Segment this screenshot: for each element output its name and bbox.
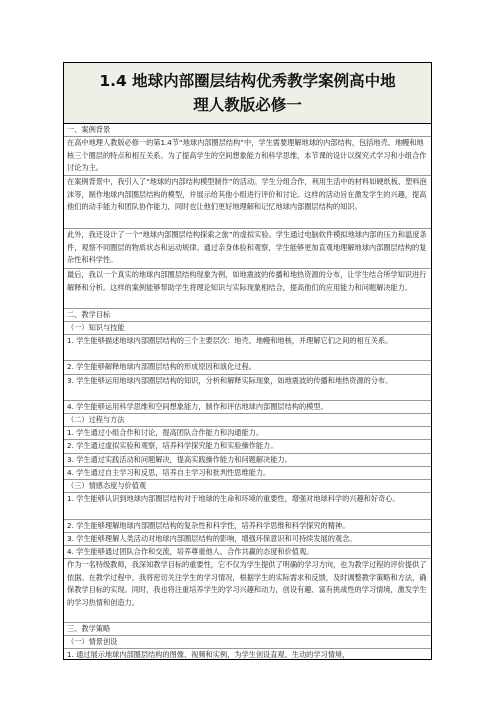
goal-knowledge-3: 3. 学生能够运用地球内部圈层结构的知识，分析和解释实际现象，如地震波的传播和地热资源的分布。 [64,374,431,400]
section-heading-background: 一、案例背景 [67,125,111,134]
goal-attitude-3: 3. 学生能够理解人类活动对地球内部圈层结构的影响，增强环保意识和可持续发展的观念。 [64,532,431,545]
goal-knowledge-4: 4. 学生能够运用科学思维和空间想象能力，制作和评估地球内部圈层结构的模型。 [64,400,431,413]
paragraph-teacher-reflection: 作为一名特级教师，我深知教学目标的重要性，它不仅为学生提供了明确的学习方向，也为教学过程的评价提供了依据。在教学过程中，我将密切关注学生的学习情况，根据学生的实际需求和反馈，及时调整教学策略和方法，确保教学目标的实现。同时，我也将注重培养学生的学习兴趣和动力，创设有趣、富有挑战性的学习情境，激发学生的学习热情和创造力。 [64,558,431,622]
document-table [63,62,432,660]
title-line-1: 1.4 地球内部圈层结构优秀教学案例高中地 [99,72,396,90]
goal-process-4: 4. 学生通过自主学习和反思，培养自主学习和批判性思维能力。 [64,466,431,479]
paragraph-real-case: 最后，我以一个真实的地球内部圈层结构现象为例，如地震波的传播和地热资源的分布，让学生结合所学知识进行解释和分析。这样的案例能够帮助学生将理论知识与实际现象相结合，提高他们的应用能力和问题解决能力。 [64,268,431,308]
title-cell [64,63,431,124]
goal-knowledge-2: 2. 学生能够解释地球内部圈层结构的形成原因和演化过程。 [64,360,431,374]
section-heading-strategy: 三、教学策略 [64,622,431,635]
subheading-scenario: （一）情景创设 [64,635,431,648]
subheading-process: （二）过程与方法 [64,413,431,426]
goal-attitude-2: 2. 学生能够理解地球内部圈层结构的复杂性和科学性，培养科学思维和科学探究的精神。 [64,519,431,532]
subheading-knowledge: （一）知识与技能 [64,321,431,334]
goal-process-1: 1. 学生通过小组合作和讨论，提高团队合作能力和沟通能力。 [64,426,431,439]
section-heading-goals: 二、教学目标 [64,308,431,321]
goal-attitude-4: 4. 学生能够通过团队合作和交流，培养尊重他人、合作共赢的态度和价值观。 [64,545,431,558]
strategy-scenario-1: 1. 通过展示地球内部圈层结构的图像、视频和实例，为学生创设直观、生动的学习情境， [64,648,431,661]
goal-process-3: 3. 学生通过实践活动和问题解决，提高实践操作能力和问题解决能力。 [64,453,431,466]
goal-process-2: 2. 学生通过虚拟实验和观察，培养科学探究能力和实验操作能力。 [64,439,431,453]
document-title [99,69,395,117]
content-area [64,124,431,661]
title-line-2: 理人教版必修一 [193,96,302,114]
goal-attitude-1: 1. 学生能够认识到地球内部圈层结构对于地球的生命和环境的重要性，增强对地球科学的兴趣和好奇心。 [64,492,431,519]
goal-knowledge-1: 1. 学生能够描述地球内部圈层结构的三个主要层次：地壳、地幔和地核，并理解它们之间的相互关系。 [64,334,431,360]
paragraph-virtual-experiment: 此外，我还设计了一个“地球内部圈层结构探索之旅”的虚拟实验。学生通过电脑软件模拟地球内部的压力和温度条件，观察不同圈层的物质状态和运动规律。通过亲身体验和观察，学生能够更加直观地理解地球内部圈层结构的复杂性和科学性。 [64,228,431,268]
paragraph-background-intro: 在高中地理人教版必修一的第1.4节“地球内部圈层结构”中，学生需要理解地球的内部结构，包括地壳、地幔和地核三个圈层的特点和相互关系。为了提高学生的空间想象能力和科学思维，本节课的设计以探究式学习和小组合作讨论为主。 [64,136,431,175]
paragraph-model-activity: 在案例背景中，我引入了“地球的内部结构模型制作”的活动。学生分组合作，利用生活中的材料如硬纸板、塑料泡沫等，制作地球内部圈层结构的模型，并展示给其他小组进行评价和讨论。这样的活动旨在激发学生的兴趣，提高他们的动手能力和团队协作能力，同时也让他们更好地理解和记忆地球内部圈层结构的知识。 [64,175,431,228]
subheading-attitude: （三）情感态度与价值观 [64,479,431,492]
